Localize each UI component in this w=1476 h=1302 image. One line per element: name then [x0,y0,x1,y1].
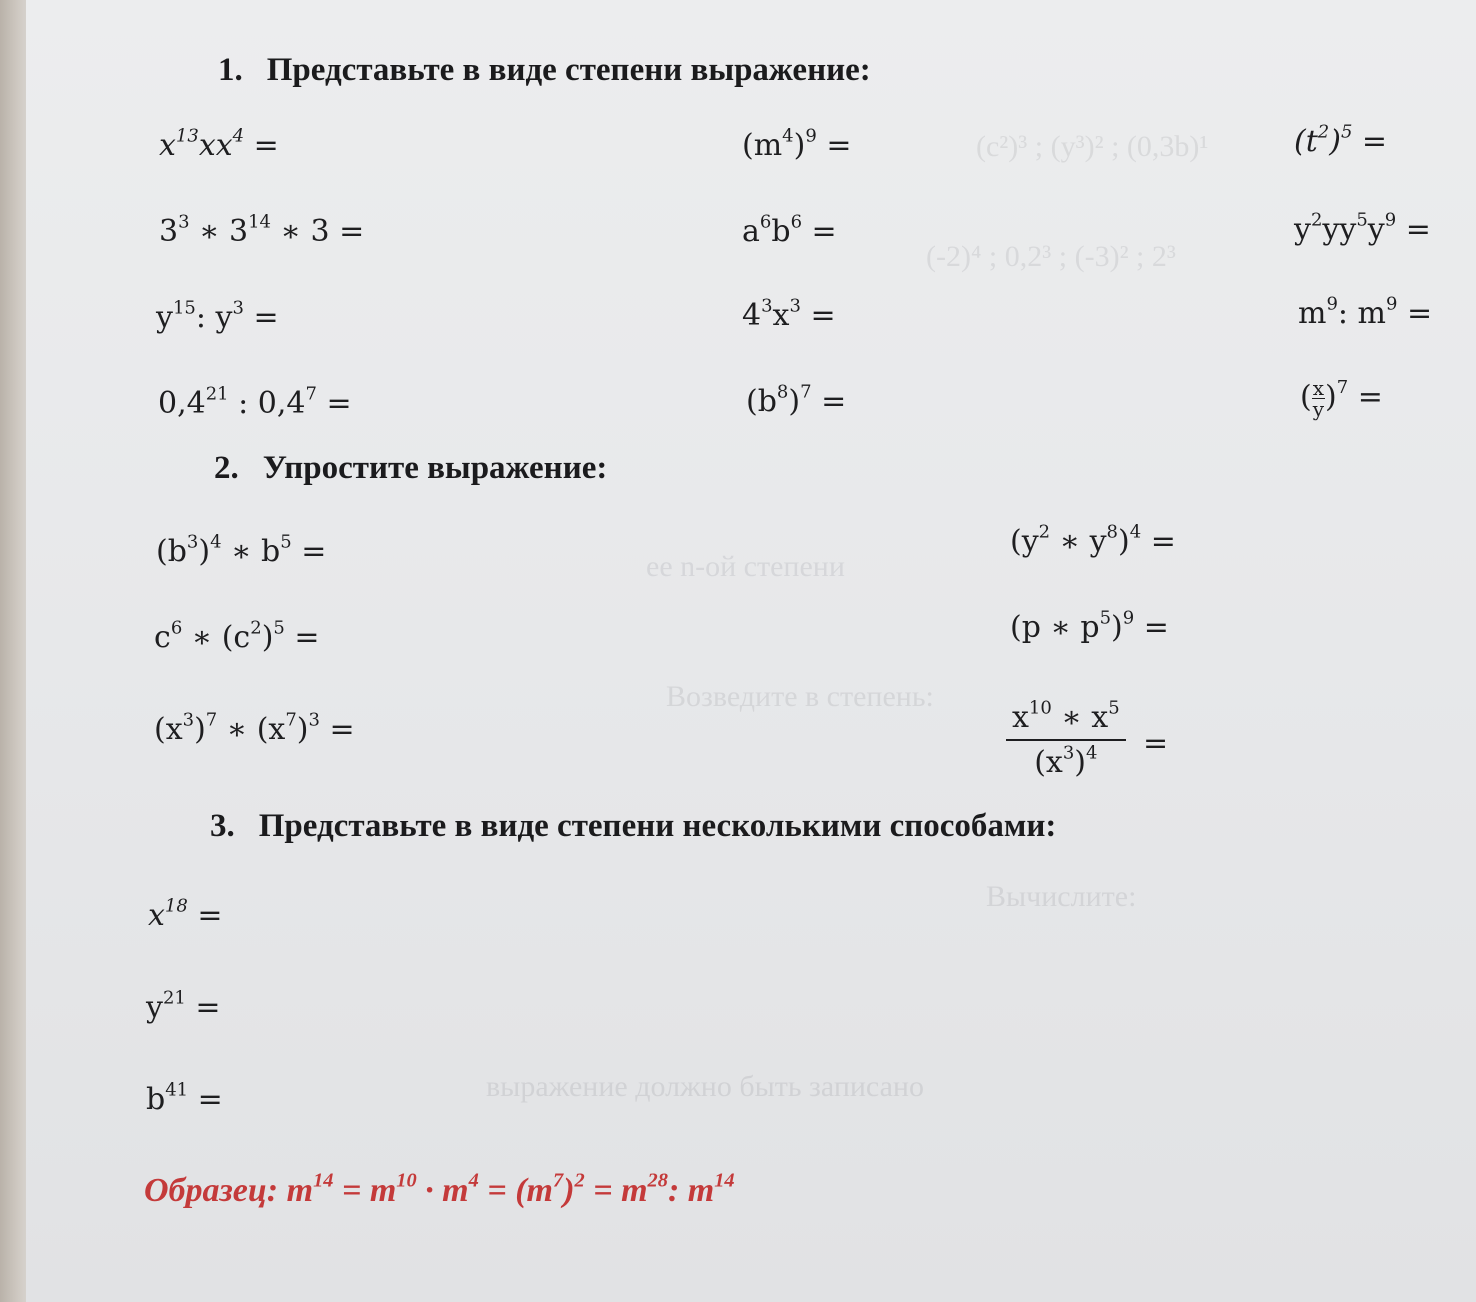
numerator: $x^{10}$ ∗ $x^5$ [1006,700,1126,741]
expression: ($y^2$ ∗ $y^8)^4$ = [1010,521,1176,559]
expression: $b^{41}$ = [146,1079,223,1117]
section-3-heading [210,808,1056,845]
expression: $(b^8)^7$ = [746,381,847,419]
expression: $(x^3)^7$ ∗ $(x^7)^3$ = [154,709,355,747]
fraction-expression [1006,697,1126,780]
expression: $a^6b^6$ = [742,211,837,249]
show-through-text: Возведите в степень: [666,680,934,713]
expression: $(b^3)^4$ ∗ $b^5$ = [156,531,327,569]
show-through-text: (-2)⁴ ; 0,2³ ; (-3)² ; 2³ [926,240,1176,273]
section-number: 3. [210,808,235,844]
section-number: 1. [218,52,243,88]
expression: $x^{18}$ = [148,895,223,933]
equals-sign: = [1143,726,1169,761]
denominator: $(x^3)^4$ [1034,742,1098,780]
expression: $y^{15}$: $y^3$ = [156,297,279,335]
section-title: Представьте в виде степени несколькими способами: [258,808,1057,844]
expression: $(m^4)^9$ = [742,125,852,163]
expression: $m^9$: $m^9$ = [1298,293,1433,331]
show-through-text: Вычислите: [986,880,1137,913]
expression: $4^3x^3$ = [742,295,836,333]
section-number: 2. [214,450,239,486]
expression: (p ∗ $p^5)^9$ = [1010,607,1169,645]
show-through-text: (c²)³ ; (y³)² ; (0,3b)¹ [976,130,1209,163]
expression: ( $\frac{x}{y}$ )$^7$ = [1300,376,1383,421]
expression: $(t^2)^5$ = [1294,121,1388,159]
show-through-text: выражение должно быть записано [486,1070,924,1103]
show-through-text: ее n-ой степени [646,550,845,583]
sample-example: Образец: $m^{14} = m^{10} \cdot m^4 = (m^7)^2 = m^{28}$: $m^{14}$ [144,1169,735,1209]
expression: $c^6$ ∗ $(c^2)^5$ = [154,617,320,655]
expression: $x^{13}xx^4$ = [159,125,279,163]
fraction: $\frac{x}{y}$ [1312,376,1325,421]
worksheet-page [26,0,1476,1302]
expression: $y^{21}$ = [146,987,221,1025]
section-title: Представьте в виде степени выражение: [266,52,871,88]
expression: $3^3$ ∗ $3^{14}$ ∗ 3 = [159,211,365,249]
section-2-heading [214,450,607,487]
section-title: Упростите выражение: [262,450,608,486]
expression: $0,4^{21}$ : $0,4^7$ = [158,383,352,421]
section-1-heading [218,52,871,89]
expression: $y^2yy^5y^9$ = [1294,209,1431,247]
